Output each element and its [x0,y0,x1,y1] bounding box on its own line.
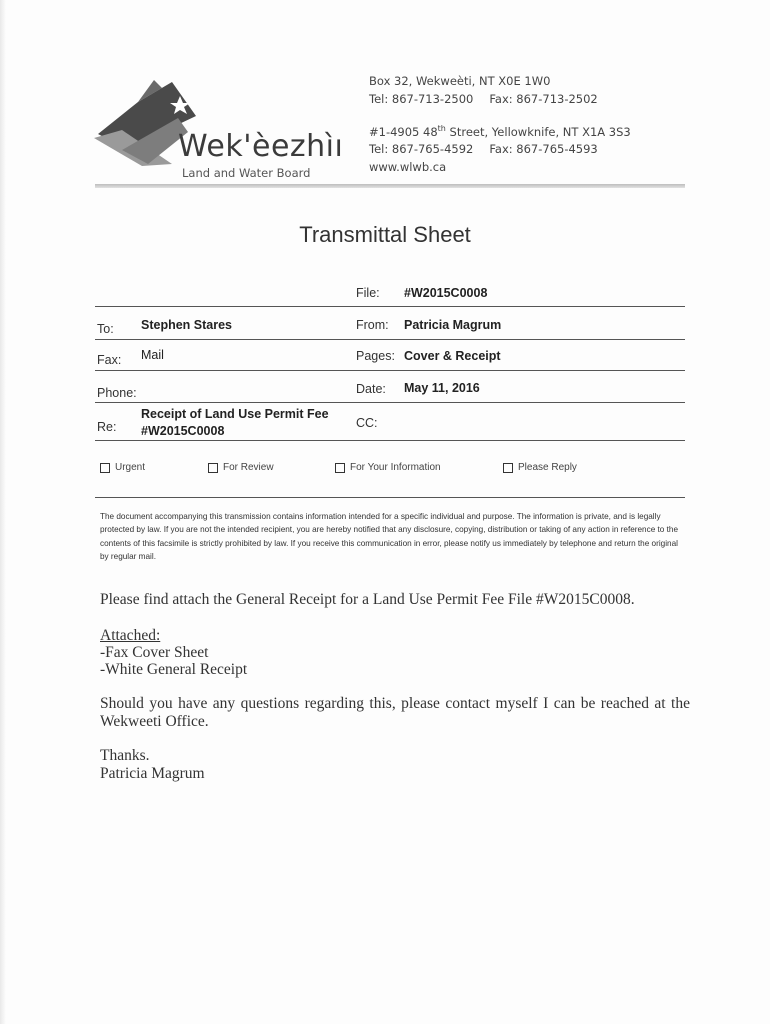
signature: Patricia Magrum [100,765,205,782]
divider-2 [95,339,685,340]
fax-label: Fax: [97,353,122,367]
office1-tel: Tel: 867-713-2500 [369,92,474,106]
office1-address: Box 32, Wekweèti, NT X0E 1W0 [369,74,551,88]
organization-logo [92,72,342,182]
checkbox-urgent[interactable] [100,462,145,473]
fax-value: Mail [141,348,164,362]
page-title: Transmittal Sheet [299,222,471,247]
checkbox-label: For Your Information [350,462,441,473]
office2-tel: Tel: 867-765-4592 [369,142,474,156]
website-link[interactable]: www.wlwb.ca [369,160,447,174]
re-label: Re: [97,420,117,434]
cc-label: CC: [356,416,378,430]
file-label: File: [356,286,380,300]
divider-5 [95,440,685,441]
checkbox-square-icon[interactable] [503,463,513,473]
checkbox-square-icon[interactable] [335,463,345,473]
from-label: From: [356,318,389,332]
attached-item: -White General Receipt [100,661,248,678]
from-value: Patricia Magrum [404,318,502,332]
message-intro: Please find attach the General Receipt for a Land Use Permit Fee File #W2015C0008. [100,591,635,608]
confidentiality-notice: The document accompanying this transmission contains information intended for a specific individual and purpose. The information is private, and is legally protected by law. If you are not the intended recipient, you are hereby notified that any disclosure, copying, distribution or taking of any action in reference to the contents of this facsimile is strictly prohibited by law. If you receive this communication in error, please notify us immediately by telephone and return the original by regular mail. [100,512,679,561]
attached-heading: Attached: [100,627,161,644]
checkbox-for-your-information[interactable] [335,462,441,473]
date-label: Date: [356,382,386,396]
office2-street-sup: th [437,124,446,133]
office2-contact [369,142,598,156]
message-closing: Thanks. [100,747,150,764]
file-value: #W2015C0008 [404,286,488,300]
office2-street-post: Street, Yellowknife, NT X1A 3S3 [445,124,631,139]
pages-value: Cover & Receipt [404,349,501,363]
checkbox-please-reply[interactable] [503,462,577,473]
office1-contact [369,92,598,106]
divider-6 [95,497,685,498]
logo-org-subtitle: Land and Water Board [182,166,311,180]
attached-item: -Fax Cover Sheet [100,644,209,661]
message-questions: Should you have any questions regarding this, please contact myself I can be reached at the Wekweeti Office. [100,695,690,730]
office1-fax: Fax: 867-713-2502 [489,92,598,106]
checkbox-label: For Review [223,462,274,473]
re-value-line1: Receipt of Land Use Permit Fee [141,407,329,421]
divider-3 [95,370,685,371]
office2-street-pre: #1-4905 48 [369,124,438,139]
letterhead-divider [95,184,685,188]
office2-fax: Fax: 867-765-4593 [489,142,598,156]
divider-1 [95,306,685,307]
checkbox-label: Please Reply [518,462,577,473]
pages-label: Pages: [356,349,395,363]
re-value-line2: #W2015C0008 [141,424,225,438]
checkbox-square-icon[interactable] [100,463,110,473]
checkbox-for-review[interactable] [208,462,274,473]
divider-4 [95,402,685,403]
logo-org-name: Wek'èezhìı [178,129,344,164]
scan-edge [0,0,6,1024]
to-value: Stephen Stares [141,318,233,332]
checkbox-square-icon[interactable] [208,463,218,473]
checkbox-label: Urgent [115,462,146,473]
to-label: To: [97,322,114,336]
phone-label: Phone: [97,386,137,400]
date-value: May 11, 2016 [404,381,480,395]
office2-address [369,124,631,139]
